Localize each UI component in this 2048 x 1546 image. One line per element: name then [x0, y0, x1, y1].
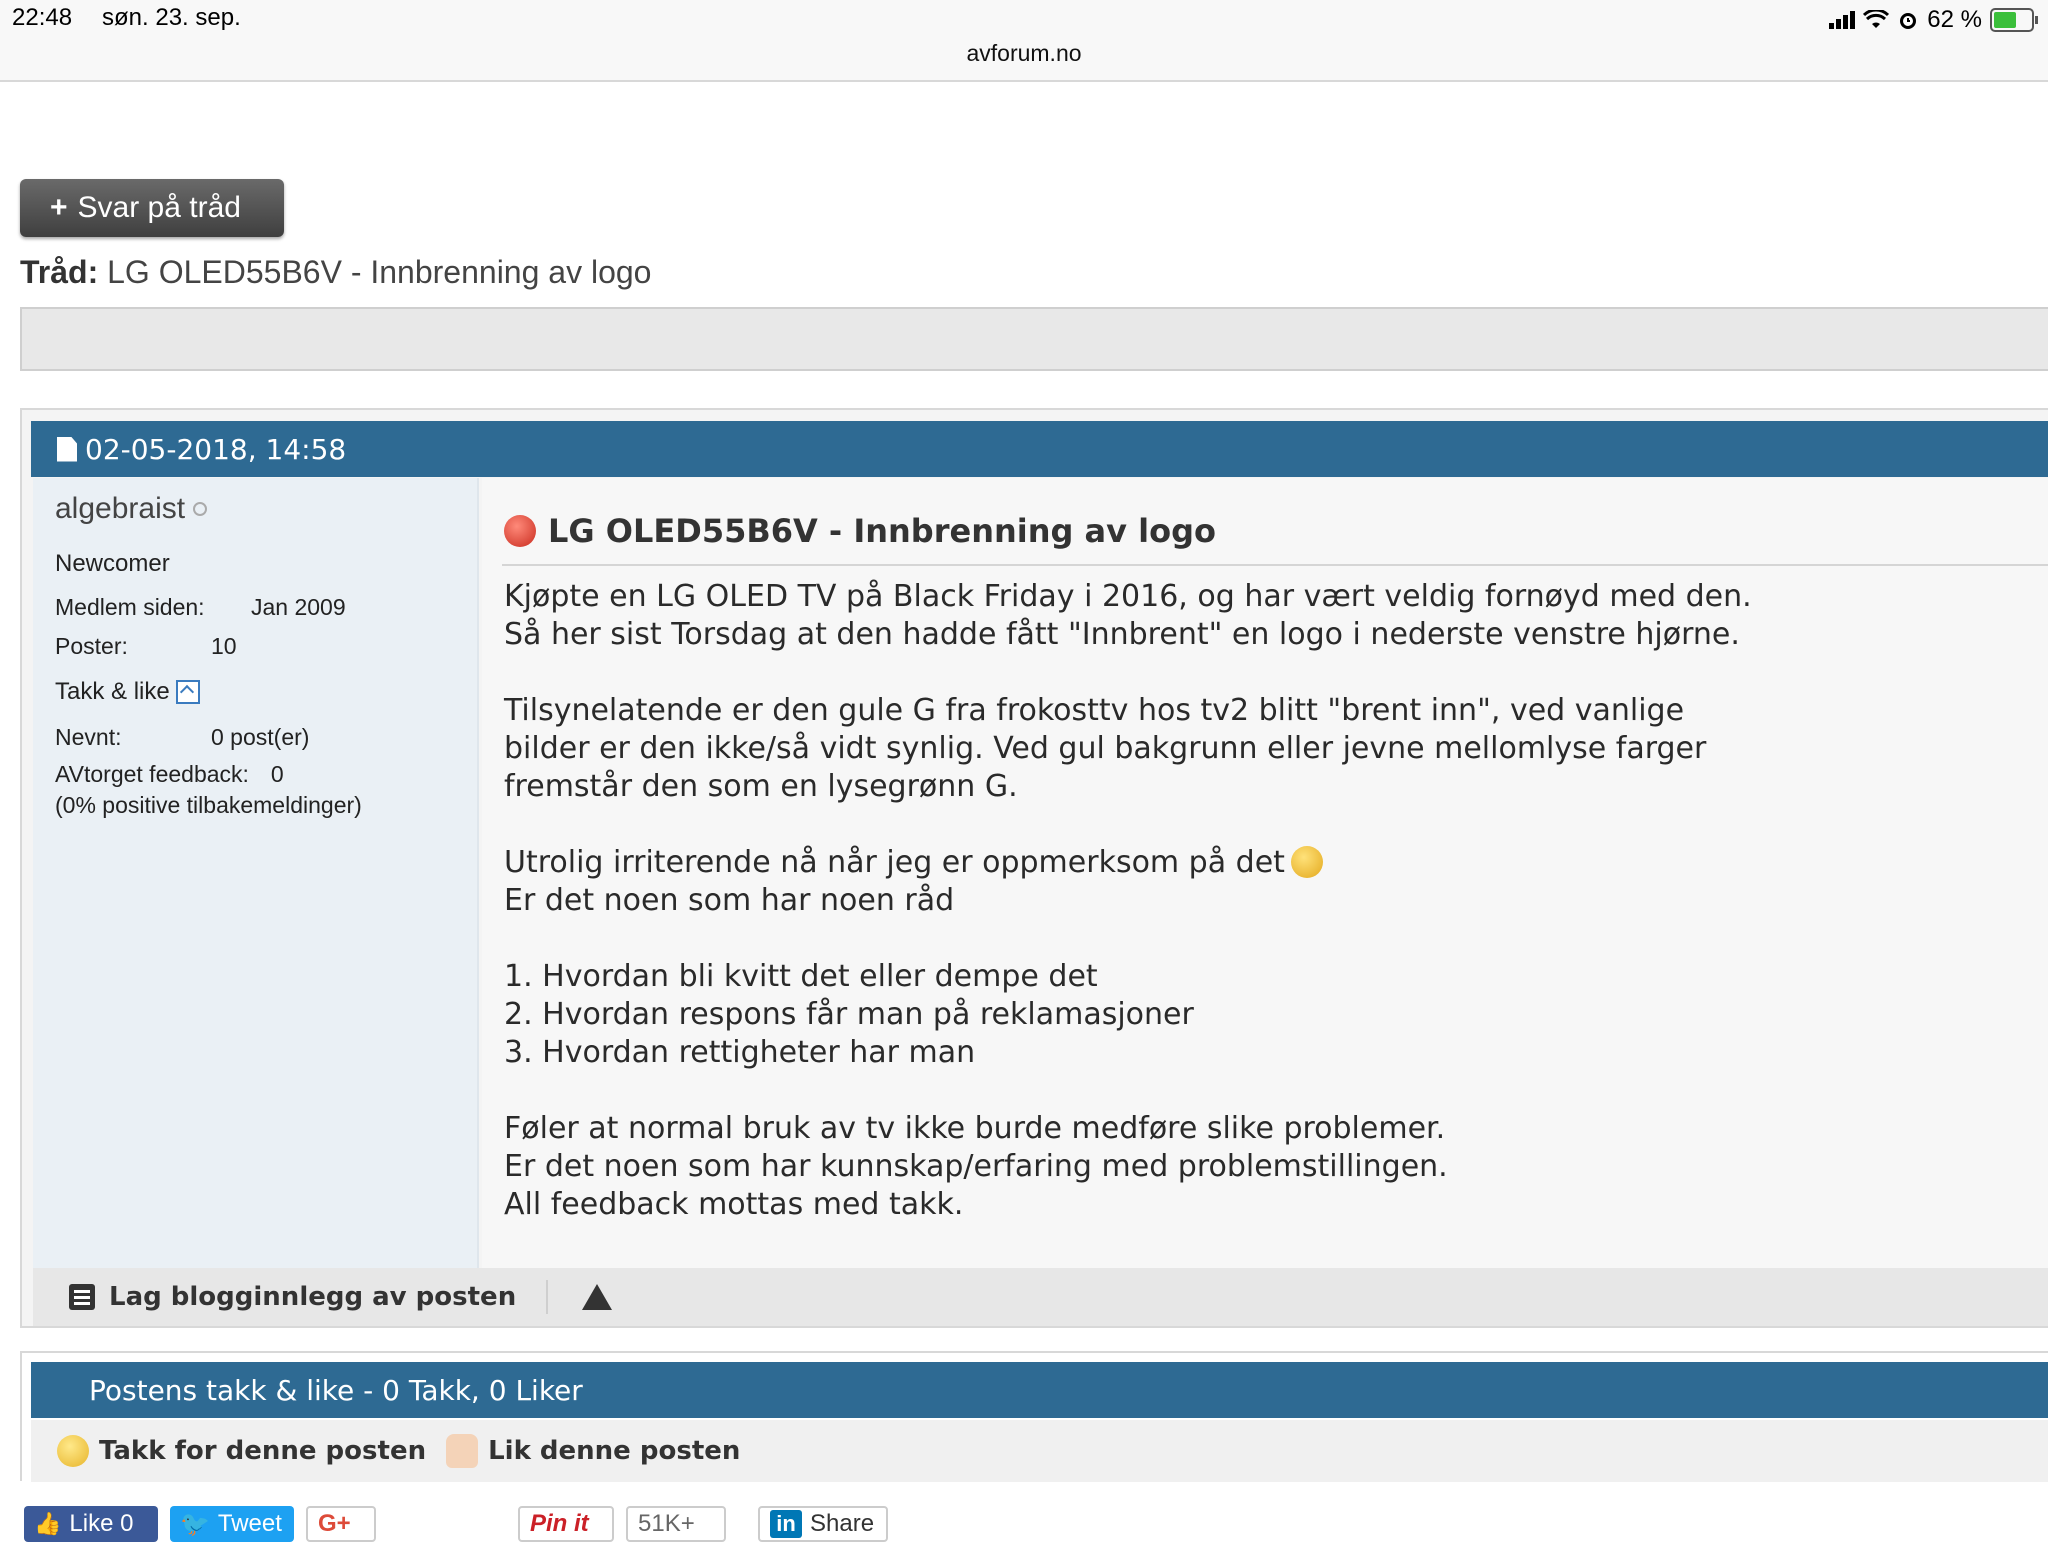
like-post-button[interactable]: Lik denne posten: [488, 1436, 741, 1466]
footer-divider: [546, 1280, 548, 1314]
google-plus-label: G+: [318, 1510, 351, 1537]
address-bar-url[interactable]: avforum.no: [966, 40, 1082, 66]
status-date: søn. 23. sep.: [102, 4, 241, 31]
sad-face-icon: [1291, 846, 1323, 878]
facebook-like-button[interactable]: [24, 1506, 158, 1542]
member-since-value: Jan 2009: [251, 594, 346, 620]
report-warning-icon[interactable]: [582, 1284, 612, 1310]
post-body: [504, 578, 1752, 1224]
reply-thread-button[interactable]: [20, 179, 284, 237]
blog-icon: [69, 1284, 95, 1310]
posts-label: Poster:: [55, 633, 128, 659]
pinterest-count: [626, 1506, 726, 1542]
nevnt-label: Nevnt:: [55, 724, 122, 750]
expand-up-icon[interactable]: [176, 680, 200, 704]
feedback-value: 0: [270, 761, 284, 787]
thread-title-text: LG OLED55B6V - Innbrenning av logo: [107, 254, 652, 290]
post-title: LG OLED55B6V - Innbrenning av logo: [548, 512, 1216, 550]
takk-like-label: Takk & like: [55, 678, 170, 705]
pinterest-button[interactable]: [518, 1506, 614, 1542]
thumbs-up-icon: 👍: [34, 1511, 62, 1536]
battery-percent: 62 %: [1927, 6, 1982, 33]
thank-post-button[interactable]: Takk for denne posten: [99, 1436, 427, 1466]
reply-thread-label: Svar på tråd: [77, 191, 241, 224]
user-rank: Newcomer: [55, 550, 170, 577]
smile-icon: [57, 1435, 89, 1467]
status-time: 22:48: [12, 4, 73, 31]
username-link[interactable]: algebraist: [55, 492, 186, 525]
posts-row: [55, 633, 477, 660]
tweet-button[interactable]: [170, 1506, 294, 1542]
user-info-panel: [33, 478, 479, 1268]
thread-title: [20, 254, 651, 291]
offline-status-icon: [193, 502, 207, 516]
post-footer: [33, 1268, 2048, 1326]
linkedin-share-label: Share: [810, 1510, 875, 1537]
takk-like-row: [55, 678, 477, 706]
plus-icon: +: [50, 191, 68, 224]
thanks-header: Postens takk & like - 0 Takk, 0 Liker: [31, 1362, 2048, 1418]
battery-icon: [1990, 8, 2034, 32]
post-header: [31, 421, 2048, 477]
thanks-actions: [31, 1420, 2048, 1482]
post-title-row: [504, 512, 1216, 550]
wifi-icon: [1863, 10, 1889, 30]
status-icons: [1829, 4, 2034, 36]
title-divider: [502, 564, 2048, 566]
make-blog-post-link[interactable]: Lag blogginnlegg av posten: [109, 1282, 517, 1312]
alarm-icon: [1897, 9, 1919, 31]
tweet-label: Tweet: [217, 1510, 282, 1537]
member-since-row: [55, 594, 477, 621]
signal-icon: [1829, 11, 1855, 29]
google-plus-button[interactable]: [306, 1506, 376, 1542]
post-body-part1: Kjøpte en LG OLED TV på Black Friday i 2016, og har vært veldig fornøyd med den. Så her sist Torsdag at den hadde fått "Innbrent" en logo i nederste venstre hjørne. Tilsynelatende er den gule G fra frokosttv hos tv2 blitt "brent inn", ved vanlige bilder er den ikke/så vidt synlig. Ved gul bakgrunn eller jevne mellomlyse farger fremstår den som en lysegrønn G. Utrolig irriterende nå når jeg er oppmerksom på det: [504, 579, 1752, 880]
status-bar: [0, 0, 2048, 82]
posts-value: 10: [211, 633, 237, 659]
feedback-row: [55, 761, 477, 788]
username-row: [55, 492, 477, 526]
member-since-label: Medlem siden:: [55, 594, 205, 620]
post-body-part2: Er det noen som har noen råd 1. Hvordan bli kvitt det eller dempe det 2. Hvordan respons får man på reklamasjoner 3. Hvordan rettigheter har man Føler at normal bruk av tv ikke burde medføre slike problemer. Er det noen som har kunnskap/erfaring med problemstillingen. All feedback mottas med takk.: [504, 883, 1448, 1222]
linkedin-share-button[interactable]: [758, 1506, 888, 1542]
post-timestamp: 02-05-2018, 14:58: [85, 432, 347, 466]
linkedin-icon: in: [770, 1510, 802, 1538]
nevnt-value: 0 post(er): [211, 724, 310, 750]
twitter-bird-icon: 🐦: [180, 1510, 210, 1538]
thread-toolbar: [20, 307, 2048, 371]
nevnt-row: [55, 724, 477, 751]
document-icon: [57, 437, 77, 462]
social-share-bar: [24, 1506, 888, 1546]
angry-face-icon: [504, 515, 536, 547]
feedback-percent: (0% positive tilbakemeldinger): [55, 792, 362, 818]
feedback-label: AVtorget feedback:: [55, 761, 249, 787]
pinterest-label: Pin it: [530, 1510, 589, 1537]
facebook-like-label: Like 0: [69, 1510, 134, 1537]
thread-title-prefix: Tråd:: [20, 254, 99, 290]
thumbs-up-icon: [446, 1434, 478, 1468]
pinterest-count-value: 51K+: [638, 1510, 695, 1537]
post-content: [482, 478, 2048, 1268]
